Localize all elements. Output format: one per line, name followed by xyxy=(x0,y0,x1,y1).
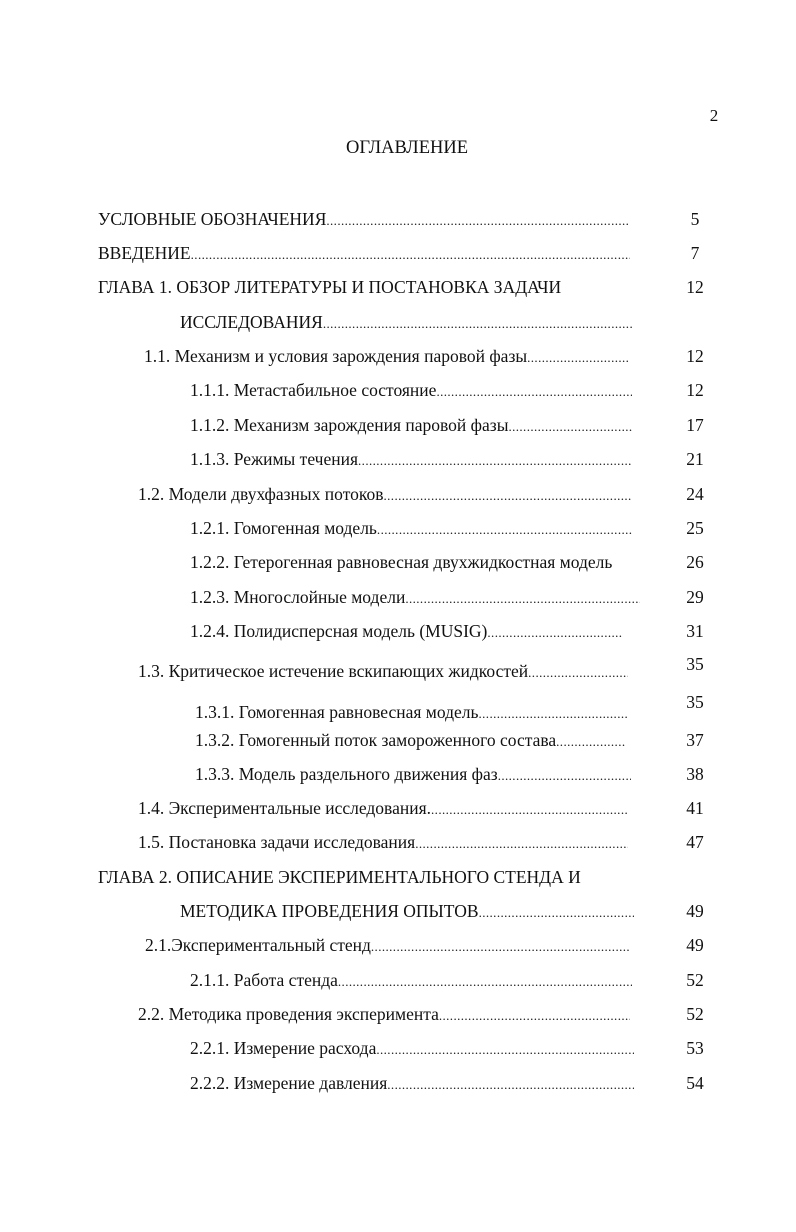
toc-page-symbols: 5 xyxy=(690,209,700,229)
toc-page-1-3-2: 37 xyxy=(686,730,704,750)
toc-page-1-2: 24 xyxy=(686,484,704,504)
toc-row-chapter-1: ГЛАВА 1. ОБЗОР ЛИТЕРАТУРЫ И ПОСТАНОВКА ЗАДАЧИ xyxy=(98,277,562,297)
toc-row-1-4: 1.4. Экспериментальные исследования. ..... xyxy=(138,795,628,821)
toc-row-2-1: 2.1.Экспериментальный стенд ..... xyxy=(145,932,630,958)
toc-row-introduction: ВВЕДЕНИЕ ..... xyxy=(98,240,630,266)
toc-row-2-2-1: 2.2.1. Измерение расхода ..... xyxy=(190,1035,634,1061)
toc-page-1-1: 12 xyxy=(686,346,704,366)
toc-row-1-1-1: 1.1.1. Метастабильное состояние ..... xyxy=(190,377,632,403)
toc-row-1-2-2: 1.2.2. Гетерогенная равновесная двухжидкостная модель xyxy=(190,552,613,572)
toc-row-1-3-3: 1.3.3. Модель раздельного движения фаз ..... xyxy=(195,761,631,787)
toc-page-chapter-1: 12 xyxy=(686,277,704,297)
toc-page-chapter-2 xyxy=(670,864,720,890)
toc-page-chapter-1-cont xyxy=(670,309,720,335)
toc-row-chapter-2-cont: МЕТОДИКА ПРОВЕДЕНИЯ ОПЫТОВ ..... xyxy=(180,898,634,924)
toc-row-1-3-1: 1.3.1. Гомогенная равновесная модель ..... xyxy=(195,699,628,725)
toc-page-1-4: 41 xyxy=(686,798,704,818)
toc-row-2-1-1: 2.1.1. Работа стенда ..... xyxy=(190,967,632,993)
page-title: ОГЛАВЛЕНИЕ xyxy=(345,138,469,158)
toc-row-1-1-3: 1.1.3. Режимы течения ..... xyxy=(190,446,632,472)
toc-row-2-2: 2.2. Методика проведения эксперимента ..... xyxy=(138,1001,630,1027)
toc-page-1-3: 35 xyxy=(686,654,704,674)
toc-page-chapter-2-cont: 49 xyxy=(686,901,704,921)
toc-page-1-1-2: 17 xyxy=(686,415,704,435)
toc-row-1-2-4: 1.2.4. Полидисперсная модель (MUSIG) ..... xyxy=(190,618,622,644)
toc-page-2-1: 49 xyxy=(686,935,704,955)
toc-row-1-2-1: 1.2.1. Гомогенная модель ..... xyxy=(190,515,632,541)
toc-page-1-3-1: 35 xyxy=(686,692,704,712)
toc-page-2-2-2: 54 xyxy=(686,1073,704,1093)
toc-row-1-5: 1.5. Постановка задачи исследования ..... xyxy=(138,829,628,855)
toc-row-1-1: 1.1. Механизм и условия зарождения паровой фазы ..... xyxy=(144,343,630,369)
toc-page-introduction: 7 xyxy=(690,243,700,263)
toc-row-1-2: 1.2. Модели двухфазных потоков ..... xyxy=(138,481,632,507)
toc-page-1-2-1: 25 xyxy=(686,518,704,538)
toc-page-1-3-3: 38 xyxy=(686,764,704,784)
toc-row-1-1-2: 1.1.2. Механизм зарождения паровой фазы ..... xyxy=(190,412,632,438)
toc-page-1-2-3: 29 xyxy=(686,587,704,607)
toc-page-1-2-4: 31 xyxy=(686,621,704,641)
toc-row-chapter-1-cont: ИССЛЕДОВАНИЯ ..... xyxy=(180,309,632,335)
toc-row-chapter-2: ГЛАВА 2. ОПИСАНИЕ ЭКСПЕРИМЕНТАЛЬНОГО СТЕНДА И xyxy=(98,867,581,887)
toc-row-2-2-2: 2.2.2. Измерение давления ..... xyxy=(190,1070,634,1096)
toc-row-1-2-3: 1.2.3. Многослойные модели ..... xyxy=(190,584,640,610)
toc-page-1-1-1: 12 xyxy=(686,380,704,400)
toc-page-2-1-1: 52 xyxy=(686,970,704,990)
toc-page-2-2-1: 53 xyxy=(686,1038,704,1058)
toc-row-1-3-2: 1.3.2. Гомогенный поток замороженного состава ..... xyxy=(195,727,625,753)
toc-page-1-2-2: 26 xyxy=(686,552,704,572)
page-number: 2 xyxy=(709,106,719,125)
toc-page-2-2: 52 xyxy=(686,1004,704,1024)
toc-row-symbols: УСЛОВНЫЕ ОБОЗНАЧЕНИЯ ..... xyxy=(98,206,630,232)
toc-row-1-3: 1.3. Критическое истечение вскипающих жидкостей ..... xyxy=(138,658,628,684)
toc-page-1-5: 47 xyxy=(686,832,704,852)
toc-page-1-1-3: 21 xyxy=(686,449,704,469)
